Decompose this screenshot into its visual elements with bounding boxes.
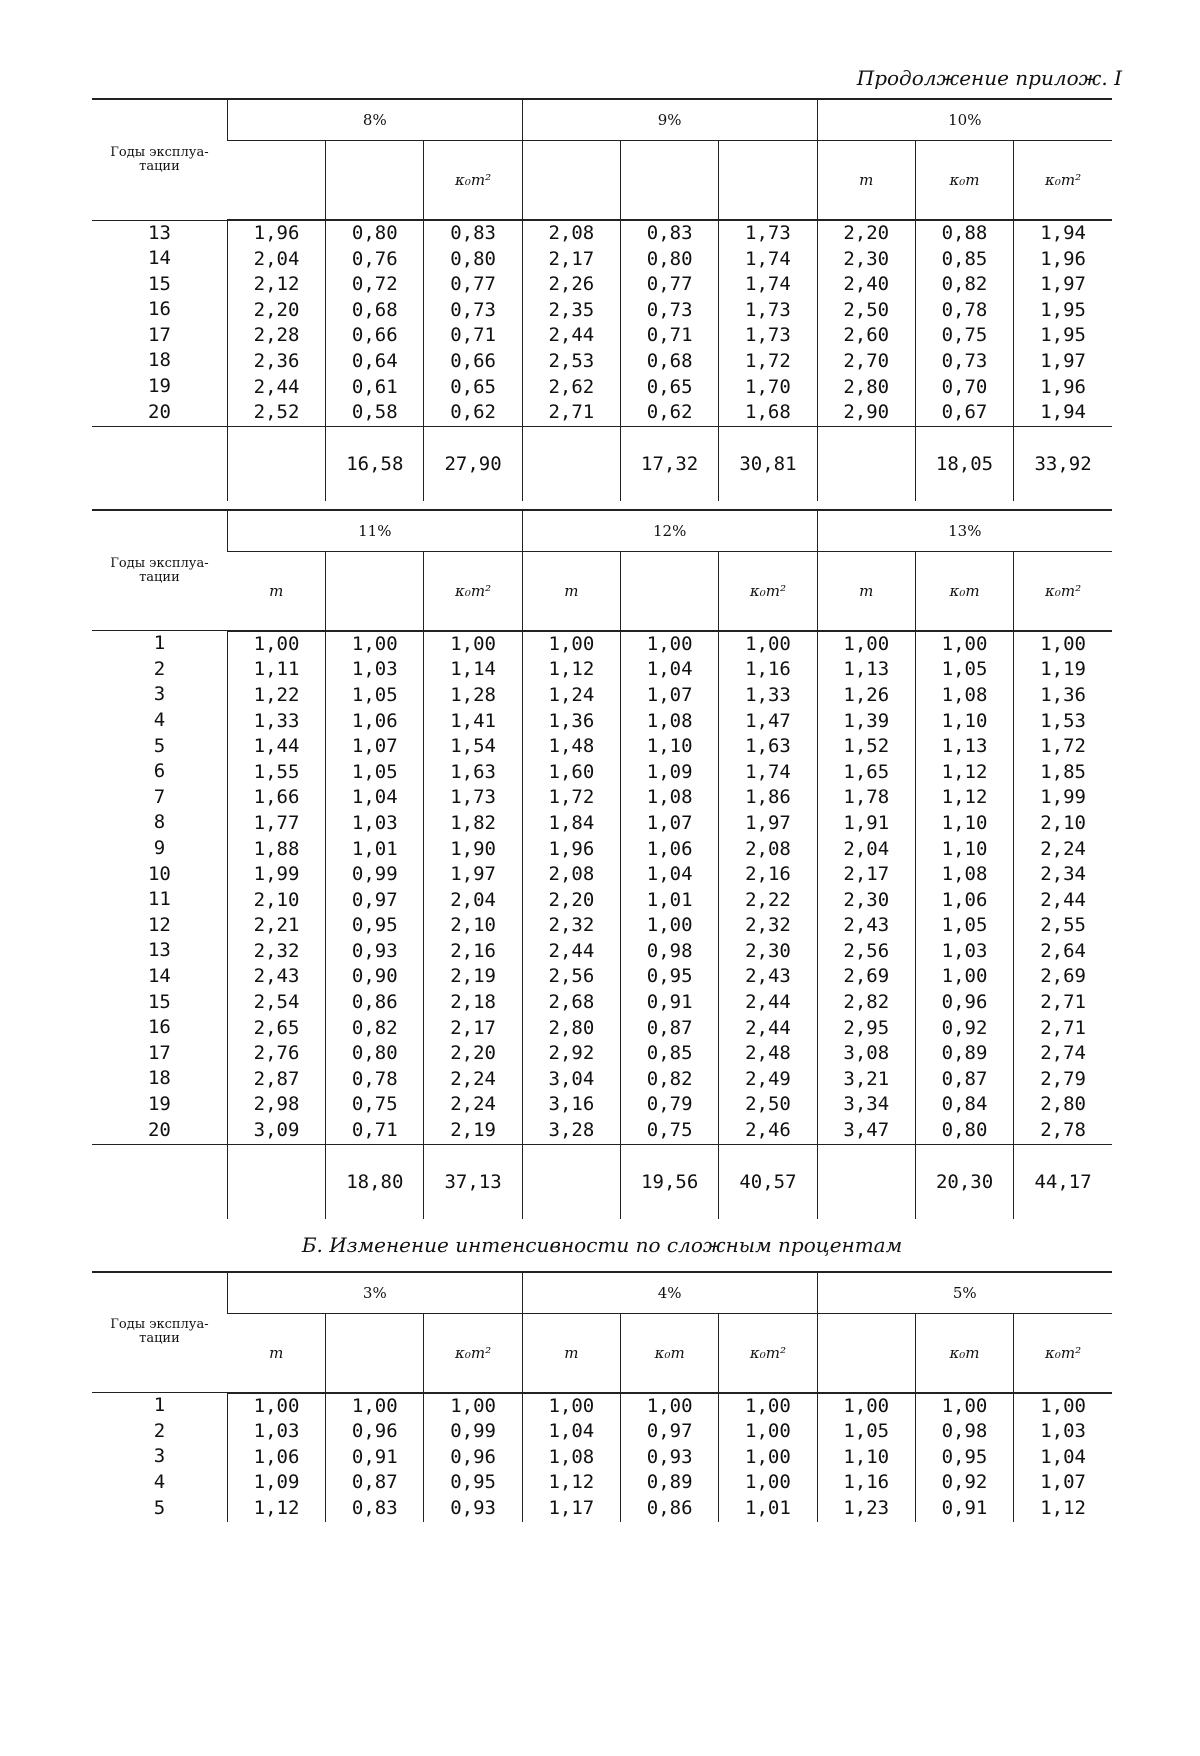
total-cell: 16,58 xyxy=(326,426,424,501)
total-cell: 40,57 xyxy=(719,1144,817,1219)
value-column: 1,00 1,00 1,00 1,00 1,01 xyxy=(719,1393,817,1522)
continuation-note: Продолжение прилож. I xyxy=(856,66,1122,90)
value-column: 1,00 0,99 0,96 0,95 0,93 xyxy=(424,1393,522,1522)
column-header: κ₀m² xyxy=(424,551,522,631)
total-cell: 37,13 xyxy=(424,1144,522,1219)
total-cell xyxy=(817,1144,915,1219)
column-header xyxy=(326,551,424,631)
column-header xyxy=(817,1313,915,1393)
value-column: 1,00 1,19 1,36 1,53 1,72 1,85 1,99 2,10 2,24 2,34 2,44 2,55 2,64 2,69 2,71 2,71 2,74 2,79 2,80 2,78 xyxy=(1014,631,1112,1144)
value-column: 2,20 2,30 2,40 2,50 2,60 2,70 2,80 2,90 xyxy=(817,220,915,426)
column-header: κ₀m xyxy=(621,1313,719,1393)
value-column: 1,00 1,14 1,28 1,41 1,54 1,63 1,73 1,82 1,90 1,97 2,04 2,10 2,16 2,19 2,18 2,17 2,20 2,24 2,24 2,19 xyxy=(424,631,522,1144)
value-column: 1,00 1,13 1,26 1,39 1,52 1,65 1,78 1,91 2,04 2,17 2,30 2,43 2,56 2,69 2,82 2,95 3,08 3,21 3,34 3,47 xyxy=(817,631,915,1144)
value-column: 0,88 0,85 0,82 0,78 0,75 0,73 0,70 0,67 xyxy=(915,220,1013,426)
column-header: κ₀m² xyxy=(1014,141,1112,221)
years-column: 1 2 3 4 5 6 7 8 9 10 11 12 13 14 15 16 17 18 19 20 xyxy=(147,632,171,1141)
total-cell: 27,90 xyxy=(424,426,522,501)
column-header: κ₀m xyxy=(915,141,1013,221)
column-header: m xyxy=(522,551,620,631)
column-header: κ₀m² xyxy=(424,141,522,221)
totals-label xyxy=(92,1144,227,1219)
value-column: 2,08 2,17 2,26 2,35 2,44 2,53 2,62 2,71 xyxy=(522,220,620,426)
table-a2 xyxy=(92,509,1112,1219)
value-column: 1,00 0,97 0,93 0,89 0,86 xyxy=(621,1393,719,1522)
rate-group-header: 13% xyxy=(817,510,1112,552)
total-cell: 18,05 xyxy=(915,426,1013,501)
total-cell: 44,17 xyxy=(1014,1144,1112,1219)
column-header xyxy=(326,141,424,221)
column-header xyxy=(326,1313,424,1393)
value-column: 1,00 1,16 1,33 1,47 1,63 1,74 1,86 1,97 2,08 2,16 2,22 2,32 2,30 2,43 2,44 2,44 2,48 2,49 2,50 2,46 xyxy=(719,631,817,1144)
total-cell xyxy=(522,426,620,501)
value-column: 1,00 1,03 1,05 1,06 1,07 1,05 1,04 1,03 1,01 0,99 0,97 0,95 0,93 0,90 0,86 0,82 0,80 0,78 0,75 0,71 xyxy=(326,631,424,1144)
value-column: 1,00 1,04 1,08 1,12 1,17 xyxy=(522,1393,620,1522)
rate-group-header: 9% xyxy=(522,99,817,141)
year-header: Годы эксплуа-тации xyxy=(92,1272,227,1393)
column-header xyxy=(227,141,325,221)
rate-group-header: 10% xyxy=(817,99,1112,141)
column-header: κ₀m² xyxy=(719,1313,817,1393)
column-header: κ₀m xyxy=(915,551,1013,631)
column-header: m xyxy=(817,141,915,221)
column-header xyxy=(719,141,817,221)
total-cell xyxy=(227,1144,325,1219)
total-cell: 17,32 xyxy=(621,426,719,501)
value-column: 0,80 0,76 0,72 0,68 0,66 0,64 0,61 0,58 xyxy=(326,220,424,426)
column-header: κ₀m² xyxy=(424,1313,522,1393)
value-column: 1,00 1,05 1,10 1,16 1,23 xyxy=(817,1393,915,1522)
section-b-title: Б. Изменение интенсивности по сложным процентам xyxy=(301,1232,903,1257)
value-column: 1,00 1,03 1,04 1,07 1,12 xyxy=(1014,1393,1112,1522)
column-header: m xyxy=(227,551,325,631)
total-cell: 20,30 xyxy=(915,1144,1013,1219)
column-header: κ₀m xyxy=(915,1313,1013,1393)
value-column: 1,00 1,04 1,07 1,08 1,10 1,09 1,08 1,07 1,06 1,04 1,01 1,00 0,98 0,95 0,91 0,87 0,85 0,82 0,79 0,75 xyxy=(621,631,719,1144)
column-header xyxy=(522,141,620,221)
years-column: 13 14 15 16 17 18 19 20 xyxy=(148,221,171,423)
column-header xyxy=(621,551,719,631)
year-header: Годы эксплуа-тации xyxy=(92,99,227,220)
value-column: 1,00 1,12 1,24 1,36 1,48 1,60 1,72 1,84 1,96 2,08 2,20 2,32 2,44 2,56 2,68 2,80 2,92 3,04 3,16 3,28 xyxy=(522,631,620,1144)
value-column: 0,83 0,80 0,77 0,73 0,71 0,68 0,65 0,62 xyxy=(621,220,719,426)
table-b xyxy=(92,1271,1112,1522)
column-header: κ₀m² xyxy=(1014,551,1112,631)
totals-label xyxy=(92,426,227,501)
document-page xyxy=(92,58,1122,1522)
total-cell xyxy=(817,426,915,501)
column-header: κ₀m² xyxy=(1014,1313,1112,1393)
year-header: Годы эксплуа-тации xyxy=(92,510,227,631)
value-column: 1,00 1,03 1,06 1,09 1,12 xyxy=(227,1393,325,1522)
rate-group-header: 11% xyxy=(227,510,522,552)
column-header: κ₀m² xyxy=(719,551,817,631)
value-column: 0,83 0,80 0,77 0,73 0,71 0,66 0,65 0,62 xyxy=(424,220,522,426)
value-column: 1,94 1,96 1,97 1,95 1,95 1,97 1,96 1,94 xyxy=(1014,220,1112,426)
value-column: 1,00 1,05 1,08 1,10 1,13 1,12 1,12 1,10 1,10 1,08 1,06 1,05 1,03 1,00 0,96 0,92 0,89 0,87 0,84 0,80 xyxy=(915,631,1013,1144)
rate-group-header: 3% xyxy=(227,1272,522,1314)
total-cell: 18,80 xyxy=(326,1144,424,1219)
value-column: 1,00 0,96 0,91 0,87 0,83 xyxy=(326,1393,424,1522)
value-column: 1,73 1,74 1,74 1,73 1,73 1,72 1,70 1,68 xyxy=(719,220,817,426)
rate-group-header: 4% xyxy=(522,1272,817,1314)
rate-group-header: 8% xyxy=(227,99,522,141)
column-header xyxy=(621,141,719,221)
value-column: 1,00 1,11 1,22 1,33 1,44 1,55 1,66 1,77 1,88 1,99 2,10 2,21 2,32 2,43 2,54 2,65 2,76 2,87 2,98 3,09 xyxy=(227,631,325,1144)
table-a1 xyxy=(92,98,1112,501)
total-cell xyxy=(522,1144,620,1219)
column-header: m xyxy=(817,551,915,631)
value-column: 1,96 2,04 2,12 2,20 2,28 2,36 2,44 2,52 xyxy=(227,220,325,426)
total-cell xyxy=(227,426,325,501)
value-column: 1,00 0,98 0,95 0,92 0,91 xyxy=(915,1393,1013,1522)
column-header: m xyxy=(227,1313,325,1393)
column-header: m xyxy=(522,1313,620,1393)
total-cell: 30,81 xyxy=(719,426,817,501)
total-cell: 33,92 xyxy=(1014,426,1112,501)
rate-group-header: 12% xyxy=(522,510,817,552)
rate-group-header: 5% xyxy=(817,1272,1112,1314)
total-cell: 19,56 xyxy=(621,1144,719,1219)
years-column: 1 2 3 4 5 xyxy=(153,1394,166,1519)
